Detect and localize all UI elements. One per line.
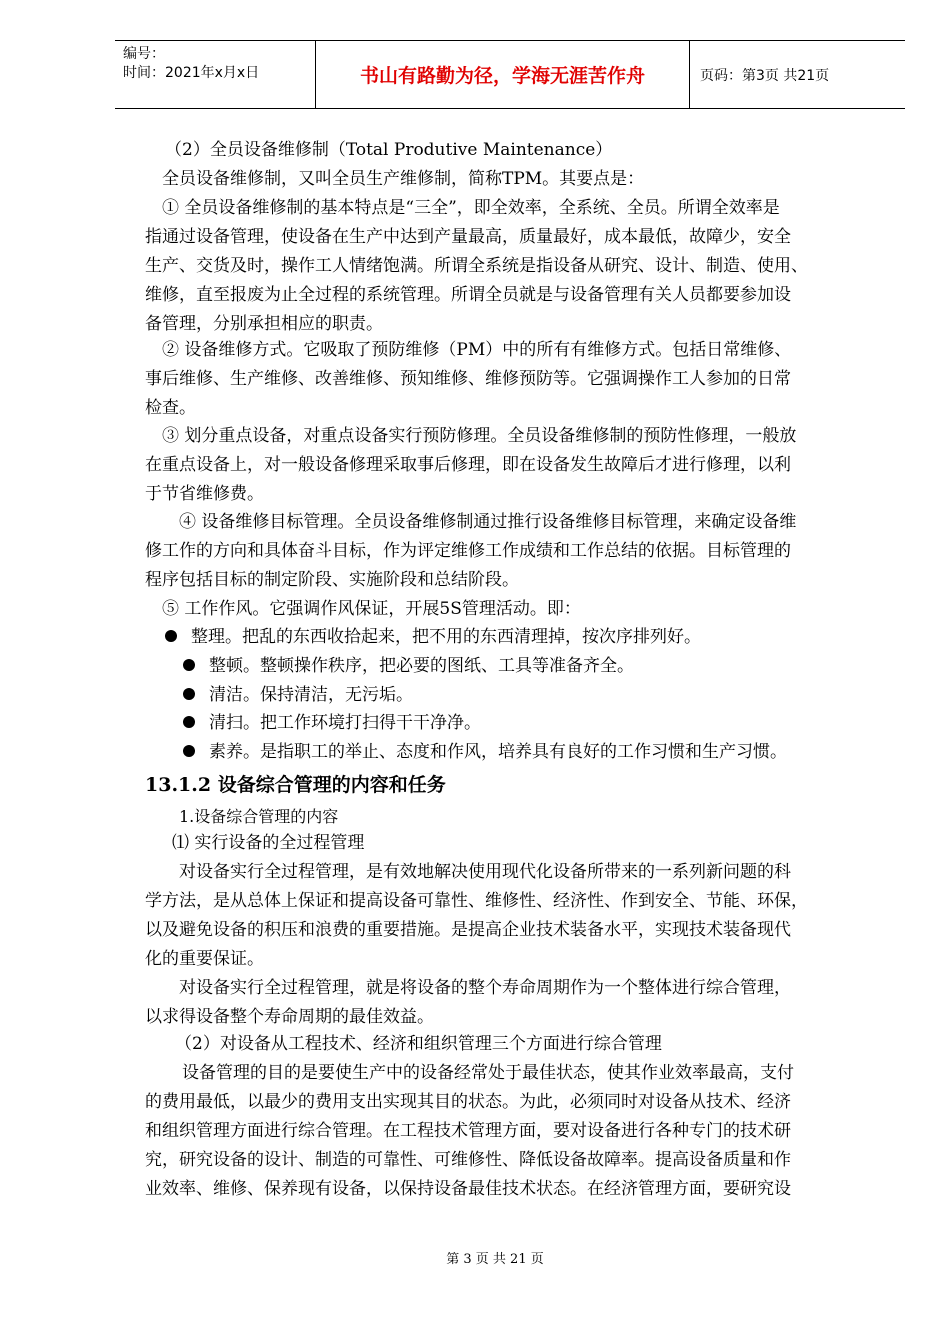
list-item: 整理。把乱的东西收拾起来，把不用的东西清理掉，按次序排列好。 xyxy=(165,623,701,652)
paragraph: 学方法，是从总体上保证和提高设备可靠性、维修性、经济性、作到安全、节能、环保， xyxy=(145,891,808,911)
paragraph: 设备管理的目的是要使生产中的设备经常处于最佳状态，使其作业效率最高，支付 xyxy=(182,1063,794,1083)
paragraph: 究，研究设备的设计、制造的可靠性、可维修性、降低设备故障率。提高设备质量和作 xyxy=(145,1150,791,1170)
paragraph: ⑤ 工作作风。它强调作风保证，开展5S管理活动。即： xyxy=(162,599,581,619)
bullet-dot-icon xyxy=(183,745,195,757)
paragraph: ④ 设备维修目标管理。全员设备维修制通过推行设备维修目标管理，来确定设备维 xyxy=(179,512,797,532)
page-footer: 第 3 页 共 21 页 xyxy=(446,1252,544,1267)
subsection-title: （2）对设备从工程技术、经济和组织管理三个方面进行综合管理 xyxy=(175,1034,662,1054)
list-item: 清扫。把工作环境打扫得干干净净。 xyxy=(183,709,481,738)
header-motto: 书山有路勤为径，学海无涯苦作舟 xyxy=(359,65,645,87)
bullet-dot-icon xyxy=(183,716,195,728)
paragraph: 对设备实行全过程管理，就是将设备的整个寿命周期作为一个整体进行综合管理， xyxy=(179,978,791,998)
section-heading: 13.1.2 设备综合管理的内容和任务 xyxy=(145,774,446,796)
paragraph: 于节省维修费。 xyxy=(145,484,264,504)
bullet-dot-icon xyxy=(183,659,195,671)
header-info-cell xyxy=(115,41,316,108)
paragraph: 备管理，分别承担相应的职责。 xyxy=(145,314,383,334)
bullet-dot-icon xyxy=(183,688,195,700)
header-motto-cell xyxy=(316,41,690,108)
bullet-dot-icon xyxy=(165,630,177,642)
header-page-cell xyxy=(690,41,905,108)
paragraph: 事后维修、生产维修、改善维修、预知维修、维修预防等。它强调操作工人参加的日常 xyxy=(145,369,791,389)
paragraph: 和组织管理方面进行综合管理。在工程技术管理方面，要对设备进行各种专门的技术研 xyxy=(145,1121,791,1141)
paragraph: ① 全员设备维修制的基本特点是“三全”，即全效率，全系统、全员。所谓全效率是 xyxy=(162,198,780,218)
paragraph: 维修，直至报废为止全过程的系统管理。所谓全员就是与设备管理有关人员都要参加设 xyxy=(145,285,791,305)
subsection-title: ⑴ 实行设备的全过程管理 xyxy=(172,833,365,853)
paragraph: 生产、交货及时，操作工人情绪饱满。所谓全系统是指设备从研究、设计、制造、使用、 xyxy=(145,256,808,276)
paragraph: 程序包括目标的制定阶段、实施阶段和总结阶段。 xyxy=(145,570,519,590)
paragraph: 修工作的方向和具体奋斗目标，作为评定维修工作成绩和工作总结的依据。目标管理的 xyxy=(145,541,791,561)
list-item: 素养。是指职工的举止、态度和作风，培养具有良好的工作习惯和生产习惯。 xyxy=(183,738,787,767)
header-time: 时间：2021年x月x日 xyxy=(123,65,260,81)
paragraph: 指通过设备管理，使设备在生产中达到产量最高，质量最好，成本最低，故障少，安全 xyxy=(145,227,791,247)
paragraph: 以求得设备整个寿命周期的最佳效益。 xyxy=(145,1007,434,1027)
header-number: 编号： xyxy=(123,46,165,62)
paragraph: 检查。 xyxy=(145,398,196,418)
list-item: 清洁。保持清洁，无污垢。 xyxy=(183,681,413,710)
subsection-title: 1.设备综合管理的内容 xyxy=(179,807,339,826)
paragraph: 的费用最低，以最少的费用支出实现其目的状态。为此，必须同时对设备从技术、经济 xyxy=(145,1092,791,1112)
page-header xyxy=(115,40,905,109)
paragraph: 全员设备维修制，又叫全员生产维修制，简称TPM。其要点是： xyxy=(162,169,645,189)
paragraph: 在重点设备上，对一般设备修理采取事后修理，即在设备发生故障后才进行修理，以利 xyxy=(145,455,791,475)
list-item: 整顿。整顿操作秩序，把必要的图纸、工具等准备齐全。 xyxy=(183,652,634,681)
paragraph: 业效率、维修、保养现有设备，以保持设备最佳技术状态。在经济管理方面，要研究设 xyxy=(145,1179,791,1199)
paragraph: ③ 划分重点设备，对重点设备实行预防修理。全员设备维修制的预防性修理，一般放 xyxy=(162,426,797,446)
paragraph: 化的重要保证。 xyxy=(145,949,264,969)
header-page-number: 页码：第3页 共21页 xyxy=(700,67,830,84)
paragraph: ② 设备维修方式。它吸取了预防维修（PM）中的所有有维修方式。包括日常维修、 xyxy=(162,340,792,360)
paragraph: （2）全员设备维修制（Total Produtive Maintenance） xyxy=(165,140,613,160)
paragraph: 以及避免设备的积压和浪费的重要措施。是提高企业技术装备水平，实现技术装备现代 xyxy=(145,920,791,940)
paragraph: 对设备实行全过程管理，是有效地解决使用现代化设备所带来的一系列新问题的科 xyxy=(179,862,791,882)
